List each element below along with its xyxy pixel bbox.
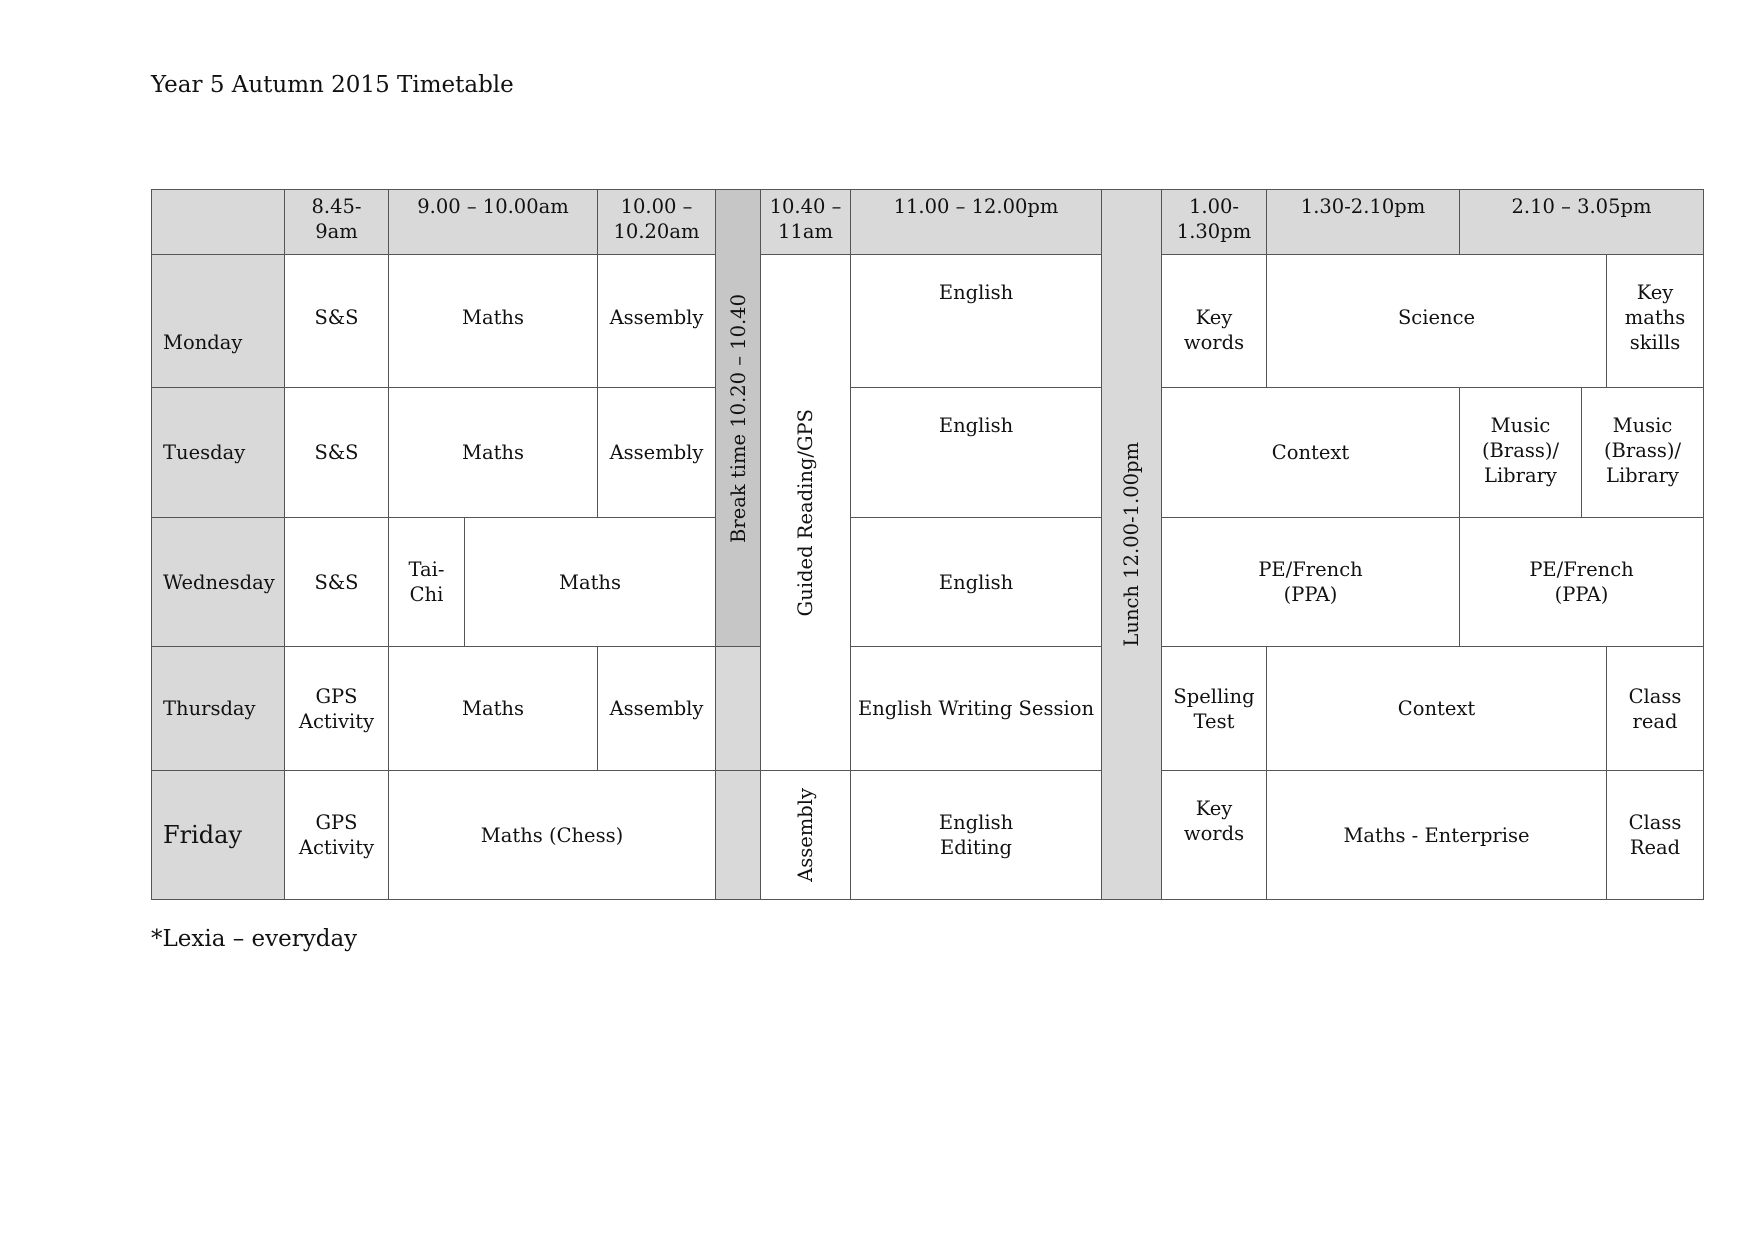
day-monday bbox=[151, 254, 285, 388]
header-time: 10.40 – 11am bbox=[760, 189, 851, 255]
day-friday: Friday bbox=[151, 770, 285, 900]
lesson-cell: Music (Brass)/ Library bbox=[1581, 387, 1704, 518]
header-corner bbox=[151, 189, 285, 255]
lesson-cell: Assembly bbox=[597, 254, 716, 388]
day-wednesday: Wednesday bbox=[151, 517, 285, 647]
header-time: 9.00 – 10.00am bbox=[388, 189, 598, 255]
lesson-cell: PE/French (PPA) bbox=[1161, 517, 1460, 647]
lunch-label: Lunch 12.00-1.00pm bbox=[1120, 442, 1143, 647]
friday-assembly-label: Assembly bbox=[794, 788, 817, 882]
break-filler bbox=[715, 770, 761, 900]
lesson-cell: Assembly bbox=[597, 646, 716, 771]
header-time: 2.10 – 3.05pm bbox=[1459, 189, 1704, 255]
break-filler bbox=[715, 646, 761, 771]
day-tuesday: Tuesday bbox=[151, 387, 285, 518]
lesson-cell: Maths (Chess) bbox=[388, 770, 716, 900]
lesson-cell: Context bbox=[1266, 646, 1607, 771]
lesson-cell: Maths bbox=[464, 517, 716, 647]
lesson-cell: PE/French (PPA) bbox=[1459, 517, 1704, 647]
lesson-cell: English bbox=[850, 387, 1102, 518]
lesson-cell: Spelling Test bbox=[1161, 646, 1267, 771]
guided-reading-cell bbox=[760, 254, 851, 771]
lesson-cell: Maths - Enterprise bbox=[1266, 770, 1607, 900]
header-time: 11.00 – 12.00pm bbox=[850, 189, 1102, 255]
lesson-cell: GPS Activity bbox=[284, 646, 389, 771]
lesson-cell: Class read bbox=[1606, 646, 1704, 771]
lesson-cell: Assembly bbox=[597, 387, 716, 518]
break-time-column bbox=[715, 189, 761, 647]
header-time: 1.00- 1.30pm bbox=[1161, 189, 1267, 255]
lesson-cell: Maths bbox=[388, 254, 598, 388]
header-time: 10.00 – 10.20am bbox=[597, 189, 716, 255]
lunch-column bbox=[1101, 189, 1162, 900]
day-thursday: Thursday bbox=[151, 646, 285, 771]
lesson-cell: S&S bbox=[284, 387, 389, 518]
header-time: 1.30-2.10pm bbox=[1266, 189, 1460, 255]
break-time-label: Break time 10.20 – 10.40 bbox=[726, 293, 750, 543]
lesson-cell: Key words bbox=[1161, 254, 1267, 388]
lesson-cell: English bbox=[850, 517, 1102, 647]
lesson-cell: S&S bbox=[284, 254, 389, 388]
footnote: *Lexia – everyday bbox=[151, 926, 358, 952]
lesson-cell: GPS Activity bbox=[284, 770, 389, 900]
lesson-cell: S&S bbox=[284, 517, 389, 647]
lesson-cell: English bbox=[850, 254, 1102, 388]
lesson-cell: Tai- Chi bbox=[388, 517, 465, 647]
lesson-cell: Science bbox=[1266, 254, 1607, 388]
lesson-cell: Key words bbox=[1161, 770, 1267, 900]
lesson-cell: English Editing bbox=[850, 770, 1102, 900]
lesson-cell: Class Read bbox=[1606, 770, 1704, 900]
day-label: Monday bbox=[163, 331, 243, 354]
guided-reading-label: Guided Reading/GPS bbox=[794, 408, 817, 617]
friday-assembly-cell bbox=[760, 770, 851, 900]
lesson-cell: English Writing Session bbox=[850, 646, 1102, 771]
lesson-cell: Music (Brass)/ Library bbox=[1459, 387, 1582, 518]
header-time: 8.45- 9am bbox=[284, 189, 389, 255]
page-title: Year 5 Autumn 2015 Timetable bbox=[151, 72, 514, 98]
lesson-cell: Key maths skills bbox=[1606, 254, 1704, 388]
lesson-cell: Maths bbox=[388, 646, 598, 771]
lesson-cell: Maths bbox=[388, 387, 598, 518]
lesson-cell: Context bbox=[1161, 387, 1460, 518]
